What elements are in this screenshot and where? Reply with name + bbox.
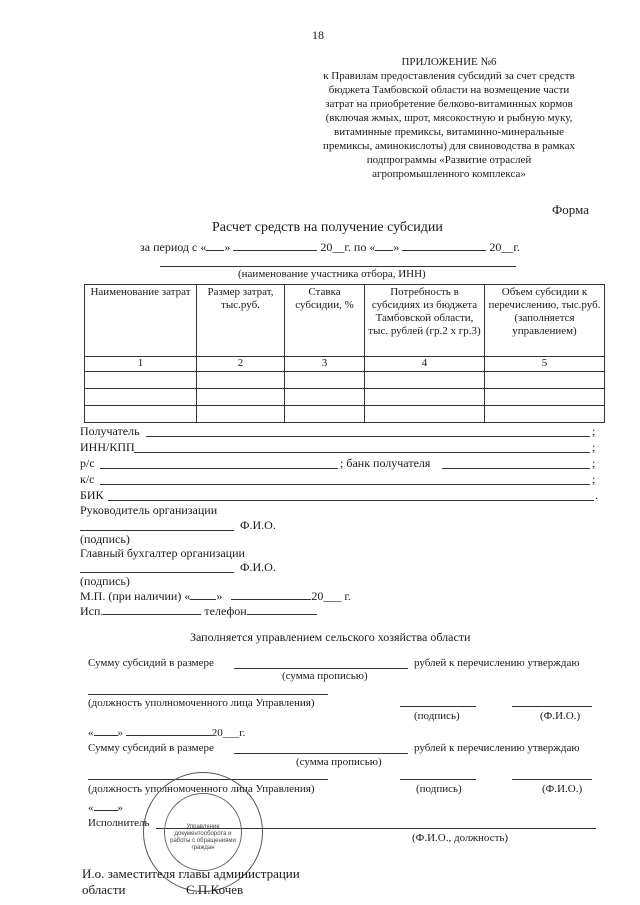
department-heading: Заполняется управлением сельского хозяйства области: [190, 630, 471, 644]
table-number-row: 1 2 3 4 5: [85, 357, 605, 372]
fio-caption-1: (Ф.И.О.): [540, 710, 581, 722]
appendix-title: ПРИЛОЖЕНИЕ №6: [401, 56, 497, 68]
head-signature-line[interactable]: [80, 530, 234, 531]
date-line-1: « » 20___г.: [88, 727, 246, 739]
header-cost-amount: Размер затрат, тыс.руб.: [197, 285, 285, 357]
page-number: 18: [312, 28, 324, 42]
header-rate: Ставка субсидии, %: [285, 285, 365, 357]
sum-line-1[interactable]: [234, 668, 408, 669]
position-line-1[interactable]: [88, 694, 328, 695]
head-fio: Ф.И.О.: [240, 518, 276, 532]
signatory-region: области: [82, 882, 126, 897]
document-title: Расчет средств на получение субсидии: [212, 220, 443, 235]
sign-line-2[interactable]: [400, 779, 476, 780]
rs-line[interactable]: [100, 468, 338, 469]
sum-caption-1: (сумма прописью): [282, 670, 368, 682]
sum-label-2: Сумму субсидий в размере: [88, 742, 214, 754]
head-label: Руководитель организации: [80, 503, 218, 517]
period-line: за период с « » 20__г. по « » 20__г.: [140, 240, 520, 254]
header-volume: Объем субсидии к перечислению, тыс.руб. (заполняется управлением): [485, 285, 605, 357]
recipient-line[interactable]: [146, 436, 590, 437]
isp-line: Исп. телефон: [80, 604, 317, 619]
bank-line[interactable]: [442, 468, 590, 469]
sum-suffix-2: рублей к перечислению утверждаю: [414, 742, 580, 754]
subsidy-table: [84, 284, 605, 423]
position-caption-2: (должность уполномоченного лица Управления): [88, 783, 315, 795]
stamp-text: Управление документооборота и работы с обращениями граждан: [170, 824, 236, 851]
sum-caption-2: (сумма прописью): [296, 756, 382, 768]
accountant-sign-caption: (подпись): [80, 574, 130, 588]
inn-kpp-label: ИНН/КПП: [80, 440, 135, 454]
participant-caption: (наименование участника отбора, ИНН): [238, 268, 426, 280]
signatory-name: С.П.Кочев: [186, 882, 244, 897]
accountant-fio: Ф.И.О.: [240, 560, 276, 574]
bik-line[interactable]: [108, 500, 594, 501]
bank-label: ; банк получателя: [340, 456, 431, 470]
fio-line-2[interactable]: [512, 779, 592, 780]
header-need: Потребность в субсидиях из бюджета Тамбовской области, тыс. рублей (гр.2 х гр.3): [365, 285, 485, 357]
sign-caption-2: (подпись): [416, 783, 462, 795]
ks-label: к/с: [80, 472, 95, 486]
table-header-row: [85, 285, 605, 357]
signatory-position: И.о. заместителя главы администрации: [82, 866, 300, 881]
sign-line-1[interactable]: [400, 706, 476, 707]
sum-label-1: Сумму субсидий в размере: [88, 657, 214, 669]
appendix-block: [318, 55, 580, 181]
sum-line-2[interactable]: [234, 753, 408, 754]
mp-line: М.П. (при наличии) « » 20___ г.: [80, 589, 351, 603]
bik-label: БИК: [80, 488, 104, 502]
recipient-label: Получатель: [80, 424, 140, 438]
fio-caption-2: (Ф.И.О.): [542, 783, 583, 795]
executor-caption: (Ф.И.О., должность): [412, 832, 509, 844]
inn-kpp-line[interactable]: [134, 452, 590, 453]
executor-label: Исполнитель: [88, 817, 150, 829]
table-row: [85, 372, 605, 389]
appendix-text: к Правилам предоставления субсидий за счет средств бюджета Тамбовской области на возмещение части затрат на приобретение белково-витаминных кормов (включая жмых, шрот, мясокостную и рыбную муку, витаминные премиксы, витаминно-минеральные премиксы, аминокислоты) для свиноводства в рамках подпрограммы «Развитие отраслей агропромышленного комплекса»: [322, 70, 575, 180]
form-label: Форма: [552, 202, 589, 217]
table-row: [85, 406, 605, 423]
accountant-label: Главный бухгалтер организации: [80, 546, 245, 560]
ks-line[interactable]: [100, 484, 590, 485]
date-line-2: « »: [88, 802, 123, 814]
sign-caption-1: (подпись): [414, 710, 460, 722]
participant-line: [160, 266, 516, 267]
sum-suffix-1: рублей к перечислению утверждаю: [414, 657, 580, 669]
stamp-inner-ring: [164, 793, 242, 871]
accountant-signature-line[interactable]: [80, 572, 234, 573]
rs-label: р/с: [80, 456, 95, 470]
head-sign-caption: (подпись): [80, 532, 130, 546]
table-row: [85, 389, 605, 406]
header-cost-name: Наименование затрат: [85, 285, 197, 357]
position-caption-1: (должность уполномоченного лица Управления): [88, 697, 315, 709]
fio-line-1[interactable]: [512, 706, 592, 707]
